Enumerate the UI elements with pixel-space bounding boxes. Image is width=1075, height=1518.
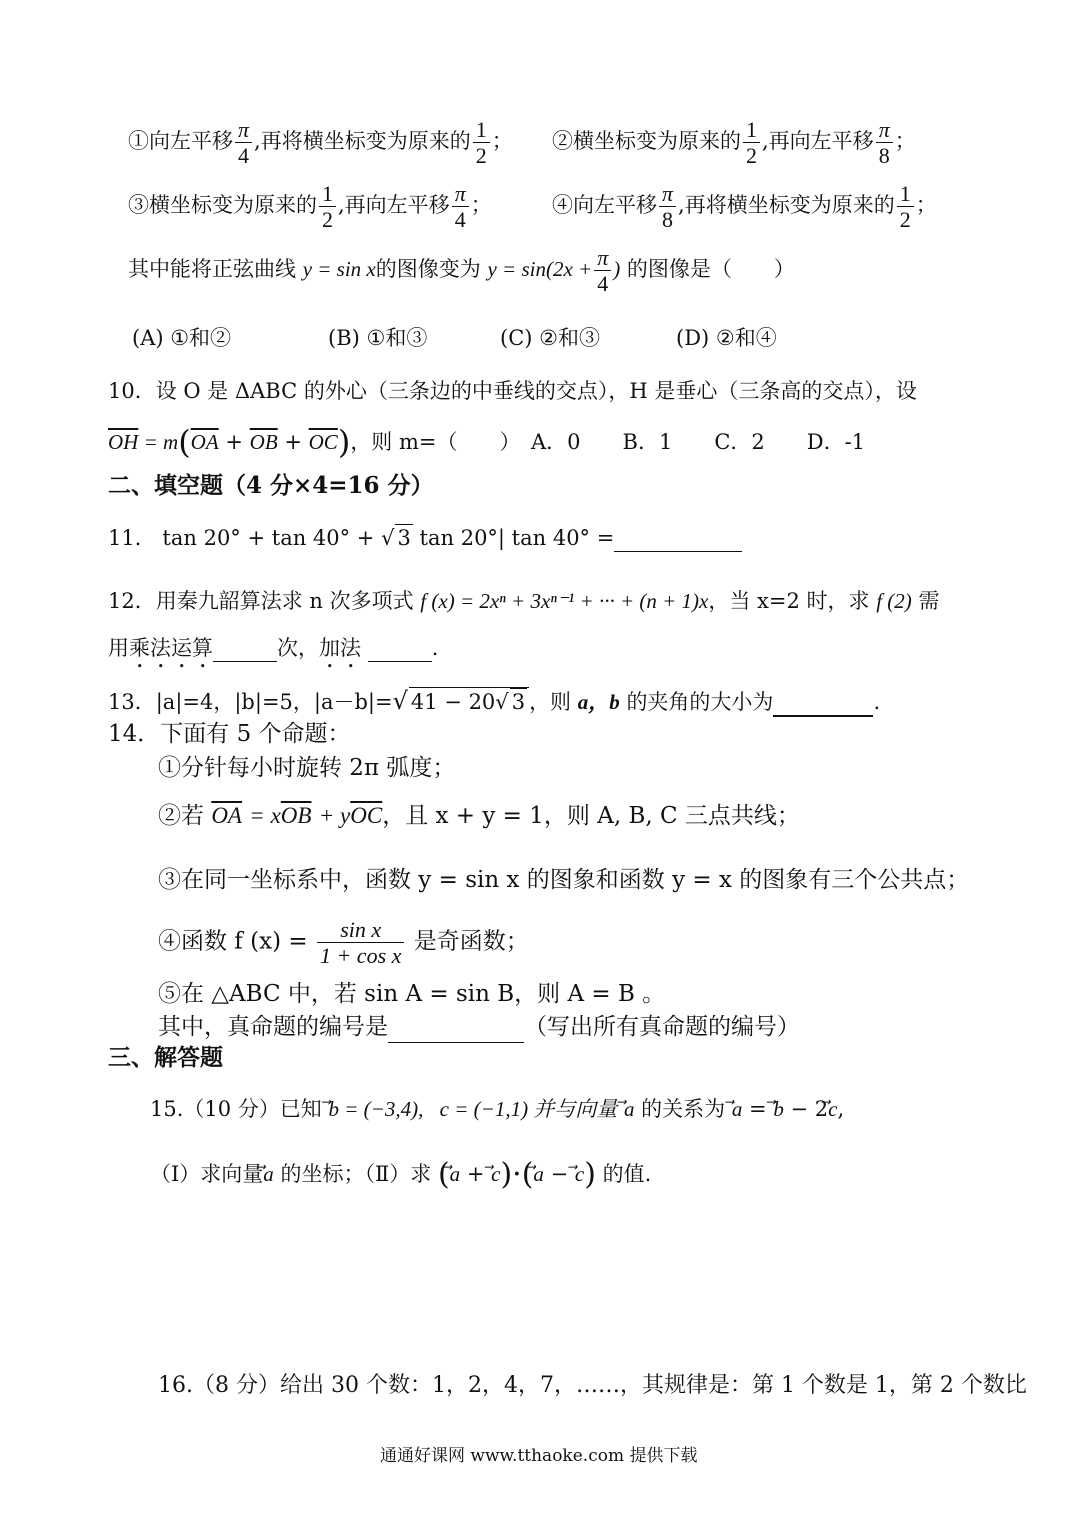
q14-p2-d: ，且 x + y = 1，则 A, B, C 三点共线； <box>382 803 800 829</box>
q16: 16.（8 分）给出 30 个数：1，2，4，7，……，其规律是：第 1 个数是 1，第 2 个数比 <box>158 1373 1027 1398</box>
semicolon: ； <box>470 193 492 218</box>
q9-opt3-mid: ,再向左平移 <box>338 193 450 218</box>
semicolon: ； <box>915 193 937 218</box>
vector-oa: $\overline{OA}$ <box>211 803 242 828</box>
q13-text-a: 13．|a|=4，|b|=5，|a－b|= <box>108 690 393 714</box>
plus-sign: + <box>284 430 302 454</box>
q9-opt4-mid: ,再将横坐标变为原来的 <box>678 193 895 218</box>
big-paren-open: ( <box>437 1157 450 1192</box>
q11-number: 11． <box>108 526 156 550</box>
q14-p4-fraction: $\frac{\text{sin x}}{\text{1 + cos x}}$ <box>317 918 404 967</box>
q9-choice-a: (A) ①和② <box>132 326 232 350</box>
q9-option-4 <box>552 182 937 231</box>
q12-addition: 加法 <box>319 636 361 660</box>
vector-oh: $\overline{OH}$ <box>108 430 139 454</box>
q15-b-value: = (−3,4), <box>338 1097 440 1121</box>
q15-line-1 <box>150 1096 844 1122</box>
minus-sign: − <box>543 1162 575 1186</box>
q11 <box>108 524 742 552</box>
q11-expr-b: tan 20°| tan 40° = <box>419 526 615 550</box>
q13-period: . <box>873 690 881 714</box>
q12-polynomial: f (x) = 2xⁿ + 3xⁿ⁻¹ + ··· + (n + 1)x <box>420 589 709 613</box>
q9-opt2-half: $\frac{1}{2}$ <box>743 118 760 167</box>
big-paren-close: ) <box>337 423 351 461</box>
q14-p2-b: = x <box>249 803 281 828</box>
q14-prop-1: ①分针每小时旋转 2π 弧度； <box>158 755 456 781</box>
q14-answer-blank <box>388 1013 524 1043</box>
q9-option-3 <box>128 182 492 231</box>
q11-expr-a: tan 20° + tan 40° + <box>162 526 375 550</box>
q9-stem-text: 其中能将正弦曲线 <box>128 257 296 282</box>
q13-answer-blank <box>773 689 873 717</box>
q14-p4-b: 是奇函数； <box>413 928 529 955</box>
plus-sign: + <box>225 430 243 454</box>
semicolon: ； <box>491 129 513 154</box>
q14-heading: 14．下面有 5 个命题： <box>108 721 351 747</box>
q13-sqrt-a: 41 − 20 <box>410 690 496 714</box>
vector-ob: $\overline{OB}$ <box>249 430 278 454</box>
q10-line-2 <box>108 422 865 462</box>
dot-product-parens: )·( <box>500 1157 534 1192</box>
q12-line-2 <box>108 635 438 673</box>
equals-sign: = <box>742 1097 774 1121</box>
q13-sqrt-b: 3 <box>511 690 526 714</box>
sqrt-sign: √ <box>392 687 408 715</box>
q9-stem-fraction: $\frac{\pi}{4}$ <box>594 246 611 295</box>
q12-multiplication: 乘法运算 <box>129 636 213 660</box>
q9-stem <box>128 246 795 295</box>
vector-a: a <box>624 1097 635 1121</box>
q14-tail <box>158 1013 800 1043</box>
q15-relation-text: 的关系为 <box>634 1097 726 1121</box>
q9-opt3-prefix: ③横坐标变为原来的 <box>128 193 317 218</box>
q9-opt4-prefix: ④向左平移 <box>552 193 657 218</box>
q14-prop-3: ③在同一坐标系中，函数 y = sin x 的图象和函数 y = x 的图象有三个公共点； <box>158 867 970 893</box>
q9-stem-target-func: y = sin(2x + <box>487 257 593 282</box>
q14-p2-a: ②若 <box>158 803 204 829</box>
q12-text-use: 用 <box>108 636 129 660</box>
q9-option-row-1 <box>128 118 513 167</box>
q14-prop-5: ⑤在 △ABC 中，若 sin A = sin B，则 A = B 。 <box>158 981 666 1007</box>
section-3-heading: 三、解答题 <box>108 1044 223 1071</box>
q15-part1-b: 的坐标；（Ⅱ）求 <box>280 1162 432 1186</box>
vector-a: a <box>731 1097 743 1121</box>
q14-tail-b: （写出所有真命题的编号） <box>524 1014 800 1040</box>
q13-text-b: ，则 <box>529 690 572 714</box>
q12-text-times: 次， <box>277 636 319 660</box>
q9-opt1-prefix: ①向左平移 <box>128 129 233 154</box>
q9-option-2 <box>552 118 916 167</box>
vector-c: c <box>439 1097 449 1121</box>
q9-stem-answer-bracket: 的图像是（ ） <box>626 257 795 282</box>
q12-f2: f (2) <box>876 589 912 613</box>
q9-stem-text-b: 的图像变为 <box>375 257 481 282</box>
comma: , <box>837 1097 845 1121</box>
q9-choice-b: (B) ①和③ <box>328 326 428 350</box>
q14-tail-a: 其中，真命题的编号是 <box>158 1014 388 1040</box>
q12-text-a: 12．用秦九韶算法求 n 次多项式 <box>108 589 414 613</box>
minus-two: − 2 <box>783 1097 829 1121</box>
q14-prop-4 <box>158 918 529 967</box>
q13-vectors-ab: a，b <box>577 690 620 714</box>
vector-b: b <box>328 1097 339 1121</box>
q9-opt2-fraction: $\frac{\pi}{8}$ <box>876 118 893 167</box>
q11-answer-blank <box>614 525 742 552</box>
semicolon: ； <box>894 129 916 154</box>
vector-a: a <box>449 1162 461 1186</box>
q13-sqrt <box>409 687 529 715</box>
q9-opt3-fraction: $\frac{\pi}{4}$ <box>452 182 469 231</box>
q9-choice-c: (C) ②和③ <box>500 326 600 350</box>
big-paren-close: ) <box>584 1157 596 1192</box>
q9-opt1-fraction: $\frac{\pi}{4}$ <box>235 118 252 167</box>
vector-c: c <box>491 1162 501 1186</box>
q13-text-c: 的夹角的大小为 <box>626 690 774 714</box>
vector-a: a <box>533 1162 544 1186</box>
q14-prop-2 <box>158 802 800 831</box>
q13 <box>108 686 880 717</box>
q9-opt4-half: $\frac{1}{2}$ <box>897 182 914 231</box>
q9-opt2-prefix: ②横坐标变为原来的 <box>552 129 741 154</box>
vector-c: c <box>828 1097 838 1121</box>
q12-line-1 <box>108 588 939 614</box>
q15-line-2 <box>150 1156 651 1194</box>
q10-eq-m: = m <box>138 430 179 454</box>
q9-stem-close-paren: ) <box>613 257 621 282</box>
sqrt-sign: √ <box>495 690 509 714</box>
q15-end: 的值. <box>595 1162 652 1186</box>
q15-c-value: = (−1,1) 并与向量 <box>448 1097 618 1121</box>
q10-choices: ，则 m=（ ） A．0 B．1 C．2 D．-1 <box>350 430 866 454</box>
page-footer: 通通好课网 www.tthaoke.com 提供下载 <box>380 1446 698 1466</box>
q12-blank-2 <box>368 635 432 662</box>
q15-part1-a: （Ⅰ）求向量 <box>150 1162 264 1186</box>
q10-line-1: 10．设 O 是 ΔABC 的外心（三条边的中垂线的交点），H 是垂心（三条高的交点），设 <box>108 379 917 403</box>
q15-text-a: 15.（10 分）已知 <box>150 1097 322 1121</box>
q14-p2-c: + y <box>318 803 351 828</box>
vector-b: b <box>773 1097 784 1121</box>
vector-ob: $\overline{OB}$ <box>280 803 312 828</box>
q9-opt1-mid: ,再将横坐标变为原来的 <box>254 129 471 154</box>
vector-oc: $\overline{OC}$ <box>350 803 383 828</box>
big-paren-open: ( <box>178 423 191 461</box>
sqrt-sign: √ <box>381 526 395 550</box>
q12-text-b: ，当 x=2 时，求 <box>708 589 870 613</box>
q9-stem-sin-x: y = sin x <box>302 257 376 282</box>
q11-sqrt-3: 3 <box>397 526 411 550</box>
plus-sign: + <box>460 1162 492 1186</box>
q9-opt2-mid: ,再向左平移 <box>762 129 874 154</box>
vector-a: a <box>263 1162 274 1186</box>
section-2-heading: 二、填空题（4 分×4=16 分） <box>108 472 434 499</box>
q9-choice-d: (D) ②和④ <box>676 326 777 350</box>
q12-period: . <box>431 636 439 660</box>
vector-oa: $\overline{OA}$ <box>190 430 219 454</box>
q14-p4-a: ④函数 f (x) = <box>158 928 308 955</box>
q12-text-c: 需 <box>918 589 940 613</box>
q9-opt4-fraction: $\frac{\pi}{8}$ <box>659 182 676 231</box>
vector-oc: $\overline{OC}$ <box>308 430 338 454</box>
q9-opt1-half: $\frac{1}{2}$ <box>473 118 490 167</box>
q9-opt3-half: $\frac{1}{2}$ <box>319 182 336 231</box>
vector-c: c <box>574 1162 585 1186</box>
q12-blank-1 <box>213 635 277 662</box>
